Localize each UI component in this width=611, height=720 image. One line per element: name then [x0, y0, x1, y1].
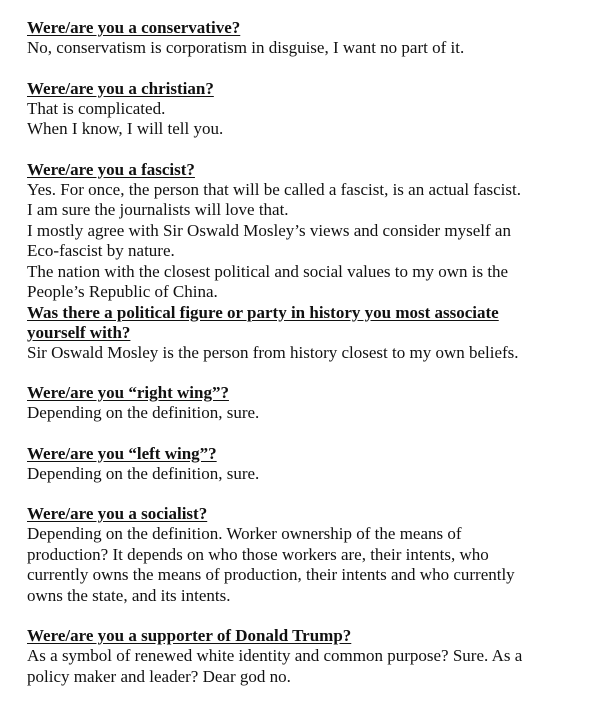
answer-line: As a symbol of renewed white identity and common purpose? Sure. As a: [27, 646, 523, 665]
question-heading: Were/are you “left wing”?: [27, 443, 217, 463]
answer-line: No, conservatism is corporatism in disguise, I want no part of it.: [27, 38, 465, 57]
question-heading: yourself with?: [27, 322, 131, 342]
answer-line: The nation with the closest political and social values to my own is the: [27, 261, 509, 281]
answer-line: Eco-fascist by nature.: [27, 241, 175, 260]
qa-left-wing: [27, 444, 601, 485]
qa-christian: [27, 79, 601, 140]
answer-line: That is complicated.: [27, 98, 166, 118]
question-heading: Were/are you a socialist?: [27, 504, 208, 523]
answer-line: Depending on the definition, sure.: [27, 403, 260, 422]
answer-line: owns the state, and its intents.: [27, 585, 231, 605]
question-heading: Were/are you a christian?: [27, 78, 214, 98]
question-heading: Were/are you a fascist?: [27, 159, 195, 179]
qa-conservative: [27, 18, 601, 59]
answer-line: Depending on the definition. Worker ownership of the means of: [27, 524, 462, 543]
qa-fascist: [27, 160, 601, 303]
question-heading: Were/are you a conservative?: [27, 18, 241, 37]
qa-socialist: [27, 504, 601, 606]
answer-line: I mostly agree with Sir Oswald Mosley’s views and consider myself an: [27, 220, 511, 240]
answer-line: production? It depends on who those workers are, their intents, who: [27, 544, 489, 564]
answer-line: People’s Republic of China.: [27, 282, 218, 301]
answer-line: Sir Oswald Mosley is the person from history closest to my own beliefs.: [27, 342, 519, 362]
answer-line: policy maker and leader? Dear god no.: [27, 666, 291, 686]
answer-line: When I know, I will tell you.: [27, 119, 224, 138]
question-heading: Was there a political figure or party in history you most associate: [27, 302, 499, 322]
answer-line: currently owns the means of production, their intents and who currently: [27, 565, 515, 584]
qa-political-figure: [27, 303, 601, 364]
answer-line: I am sure the journalists will love that.: [27, 200, 289, 219]
answer-line: Yes. For once, the person that will be called a fascist, is an actual fascist.: [27, 179, 521, 199]
question-heading: Were/are you a supporter of Donald Trump?: [27, 626, 352, 645]
qa-right-wing: [27, 383, 601, 424]
document-page: [27, 18, 601, 687]
qa-trump: [27, 626, 601, 687]
question-heading: Were/are you “right wing”?: [27, 383, 229, 402]
answer-line: Depending on the definition, sure.: [27, 463, 260, 483]
